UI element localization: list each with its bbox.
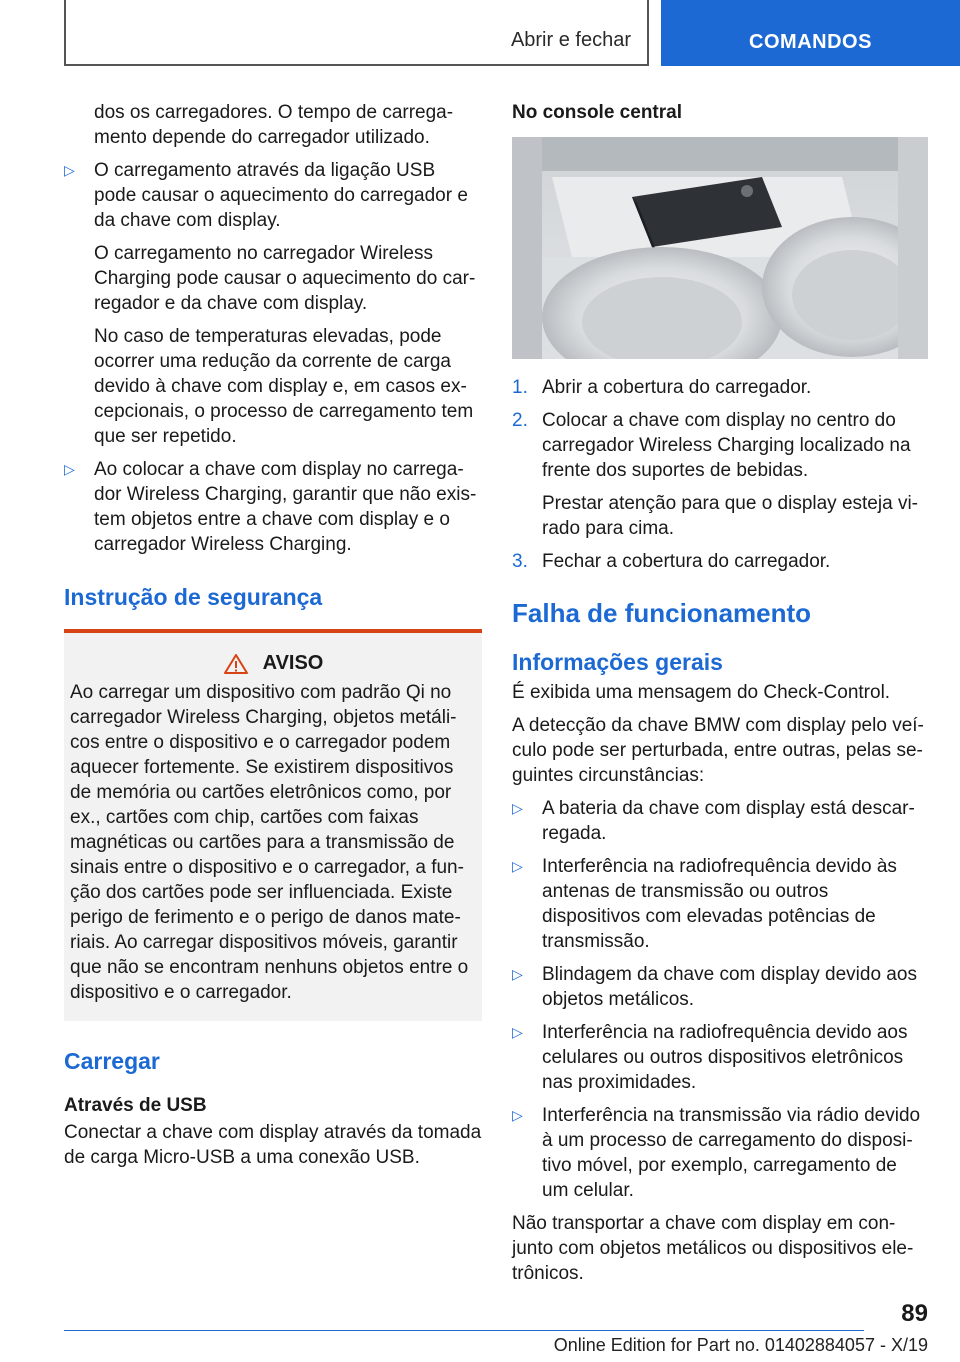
paragraph: Conectar a chave com display através da tomada de carga Micro-USB a uma conexão USB.: [64, 1122, 482, 1168]
list-item-text: Interferência na transmissão via rádio devido à um processo de carregamento do dispositivo móvel, por exemplo, carregamento de um celular.: [542, 1105, 921, 1201]
right-column: [512, 100, 928, 1294]
paragraph: dos os carregadores. O tempo de carregamento depende do carregador utilizado.: [94, 102, 454, 148]
list-item-text: A bateria da chave com display está descarregada.: [542, 798, 915, 844]
triangle-bullet-icon: ▷: [64, 461, 75, 477]
header-section-box: [64, 0, 649, 66]
step-item: [512, 408, 928, 483]
header-chapter-title: COMANDOS: [749, 30, 872, 53]
list-item: [512, 962, 928, 1012]
list-item-text: Interferência na radiofrequência devido aos celulares ou outros dispositivos eletrônicos nas proximidades.: [542, 1022, 908, 1093]
heading-console: No console central: [512, 102, 682, 123]
paragraph: O carregamento no carregador Wireless Charging pode causar o aquecimento do carregador e da chave com display.: [94, 243, 476, 314]
footer-divider: [64, 1330, 864, 1331]
list-item-text: O carregamento através da ligação USB pode causar o aquecimento do carregador e da chave com display.: [94, 160, 468, 231]
paragraph: A detecção da chave BMW com display pelo veículo pode ser perturbada, entre outras, pelas seguintes circunstâncias:: [512, 715, 924, 786]
triangle-bullet-icon: ▷: [512, 1107, 523, 1123]
step-note: Prestar atenção para que o display esteja virado para cima.: [542, 493, 918, 539]
step-item: [512, 375, 928, 400]
heading-info: Informações gerais: [512, 649, 723, 675]
step-item: [512, 549, 928, 574]
list-item: [512, 796, 928, 846]
warning-triangle-icon: [223, 653, 249, 675]
step-text: Colocar a chave com display no centro do carregador Wireless Charging localizado na frente dos suportes de bebidas.: [542, 410, 911, 481]
paragraph: No caso de temperaturas elevadas, pode ocorrer uma redução da corrente de carga devido à chave com display e, em casos excepcionais, o processo de carregamento tem que ser repetido.: [94, 326, 474, 447]
heading-usb: Através de USB: [64, 1095, 207, 1116]
step-number: 1.: [512, 377, 528, 398]
heading-charge: Carregar: [64, 1048, 160, 1074]
list-item: [512, 854, 928, 954]
header-section-title: Abrir e fechar: [510, 29, 631, 51]
warning-title: AVISO: [262, 652, 324, 674]
triangle-bullet-icon: ▷: [512, 858, 523, 874]
warning-box: [64, 629, 482, 1021]
page-number: 89: [901, 1300, 928, 1327]
step-text: Abrir a cobertura do carregador.: [542, 377, 812, 398]
warning-header: [70, 651, 476, 676]
step-number: 3.: [512, 551, 528, 572]
triangle-bullet-icon: ▷: [512, 1024, 523, 1040]
footer-edition: Online Edition for Part no. 01402884057 - X/19: [553, 1335, 928, 1355]
list-item: [512, 1020, 928, 1095]
center-console-charger-photo: [512, 137, 928, 359]
paragraph: É exibida uma mensagem do Check-Control.: [512, 682, 891, 703]
list-item-text: Blindagem da chave com display devido aos objetos metálicos.: [542, 964, 917, 1010]
list-item: [64, 457, 482, 557]
left-column: [64, 100, 482, 1178]
triangle-bullet-icon: ▷: [512, 966, 523, 982]
step-text: Fechar a cobertura do carregador.: [542, 551, 831, 572]
list-item-text: Interferência na radiofrequência devido às antenas de transmissão ou outros dispositivos com elevadas potências de transmissão.: [542, 856, 897, 952]
heading-fault: Falha de funcionamento: [512, 598, 812, 628]
triangle-bullet-icon: ▷: [512, 800, 523, 816]
heading-safety: Instrução de segurança: [64, 584, 323, 610]
list-item-text: Ao colocar a chave com display no carregador Wireless Charging, garantir que não existem objetos entre a chave com display e o carregador Wireless Charging.: [94, 459, 477, 555]
step-number: 2.: [512, 410, 528, 431]
warning-text: Ao carregar um dispositivo com padrão Qi no carregador Wireless Charging, objetos metálicos entre o dispositivo e o carregador podem aquecer fortemente. Se existirem dispositivos de memória ou cartões eletrônicos como, por ex., cartões com chip, cartões com faixas magnéticas ou cartões para a transmissão de sinais entre o dispositivo e o carregador, a função dos cartões pode ser influenciada. Existe perigo de ferimento e o perigo de danos materiais. Ao carregar dispositivos móveis, garantir que não se encontram nenhuns objetos entre o dispositivo e o carregador.: [70, 682, 469, 1003]
triangle-bullet-icon: ▷: [64, 162, 75, 178]
list-item: [64, 158, 482, 233]
list-item: [512, 1103, 928, 1203]
paragraph: Não transportar a chave com display em conjunto com objetos metálicos ou dispositivos eletrônicos.: [512, 1213, 914, 1284]
header-chapter-tab: [661, 0, 960, 66]
